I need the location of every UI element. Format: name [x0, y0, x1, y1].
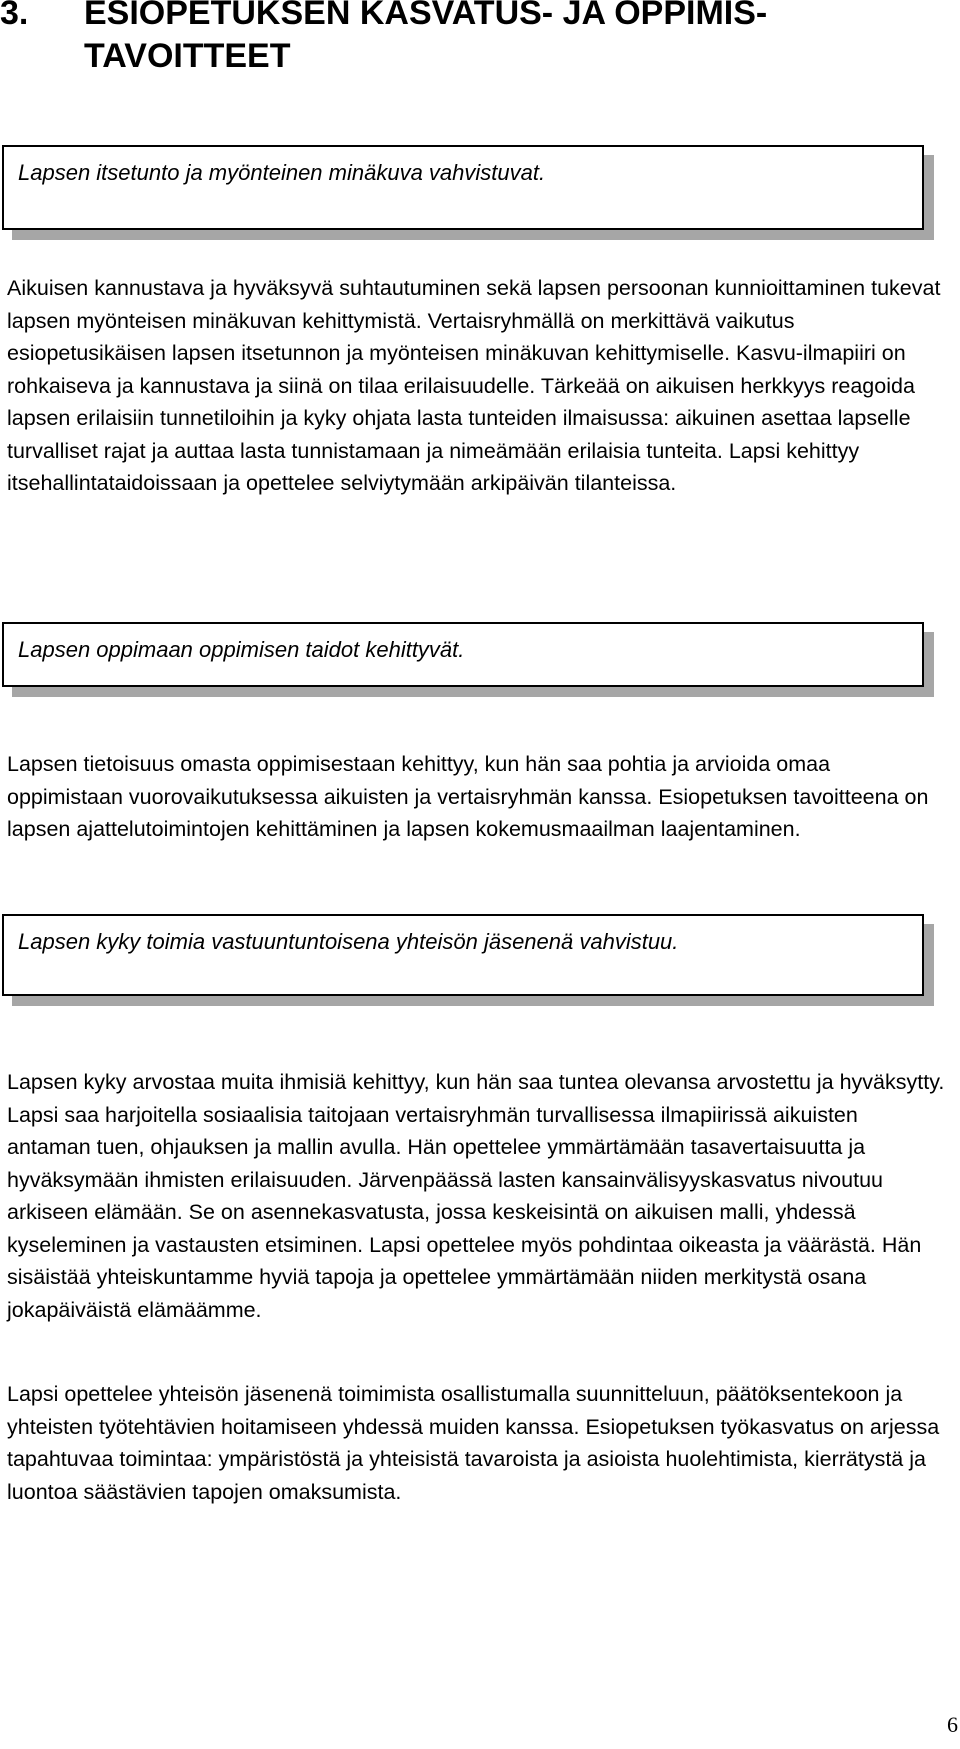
goal-box-community-member: Lapsen kyky toimia vastuuntuntoisena yhteisön jäsenenä vahvistuu. [2, 914, 924, 996]
goal-3-paragraph-2: Lapsi opettelee yhteisön jäsenenä toimimista osallistumalla suunnitteluun, päätöksentekoon ja yhteisten työtehtävien hoitamiseen yhdessä muiden kanssa. Esiopetuksen työkasvatus on arjessa tapahtuvaa toimintaa: ympäristöstä ja yhteisistä tavaroista ja asioista huolehtimista, kierrätystä ja luontoa säästävien tapojen omaksumista. [7, 1382, 940, 1504]
goal-2-paragraph: Lapsen tietoisuus omasta oppimisestaan kehittyy, kun hän saa pohtia ja arvioida omaa oppimistaan vuorovaikutuksessa aikuisten ja vertaisryhmän kanssa. Esiopetuksen tavoitteena on lapsen ajattelutoimintojen kehittäminen ja lapsen kokemusmaailman laajentaminen. [7, 752, 929, 841]
section-heading [0, 0, 940, 78]
section-title-line-2: TAVOITTEET [84, 37, 291, 75]
section-title-line-1: ESIOPETUKSEN KASVATUS- JA OPPIMIS- [84, 0, 768, 32]
goal-1-paragraph: Aikuisen kannustava ja hyväksyvä suhtautuminen sekä lapsen persoonan kunnioittaminen tukevat lapsen myönteisen minäkuvan kehittymistä. Vertaisryhmällä on merkittävä vaikutus esiopetusikäisen lapsen itsetunnon ja myönteisen minäkuvan kehittymiselle. Kasvu-ilmapiiri on rohkaiseva ja kannustava ja siinä on tilaa erilaisuudelle. Tärkeää on aikuisen herkkyys reagoida lapsen erilaisiin tunnetiloihin ja kyky ohjata lasta tunteiden ilmaisussa: aikuinen asettaa lapselle turvalliset rajat ja auttaa lasta tunnistamaan ja nimeämään erilaisia tunteita. Lapsi kehittyy itsehallintataidoissaan ja opettelee selviytymään arkipäivän tilanteissa. [7, 276, 941, 495]
section-number: 3. [0, 0, 29, 32]
goal-3-paragraph-1: Lapsen kyky arvostaa muita ihmisiä kehittyy, kun hän saa tuntea olevansa arvostettu ja hyväksytty. Lapsi saa harjoitella sosiaalisia taitojaan vertaisryhmän turvallisessa ilmapiirissä aikuisten antaman tuen, ohjauksen ja mallin avulla. Hän opettelee ymmärtämään tasavertaisuutta ja hyväksymään ihmisten erilaisuuden. Järvenpäässä lasten kansainvälisyyskasvatus nivoutuu arkiseen elämään. Se on asennekasvatusta, jossa keskeisintä on aikuisen malli, yhdessä kyseleminen ja vastausten etsiminen. Lapsi opettelee myös pohdintaa oikeasta ja väärästä. Hän sisäistää yhteiskuntamme hyviä tapoja ja opettelee ymmärtämään niiden merkitystä osana jokapäiväistä elämäämme. [7, 1070, 945, 1322]
goal-box-learning-to-learn: Lapsen oppimaan oppimisen taidot kehittyvät. [2, 622, 924, 687]
page-number: 6 [947, 1712, 958, 1737]
goal-box-self-esteem: Lapsen itsetunto ja myönteinen minäkuva vahvistuvat. [2, 145, 924, 230]
